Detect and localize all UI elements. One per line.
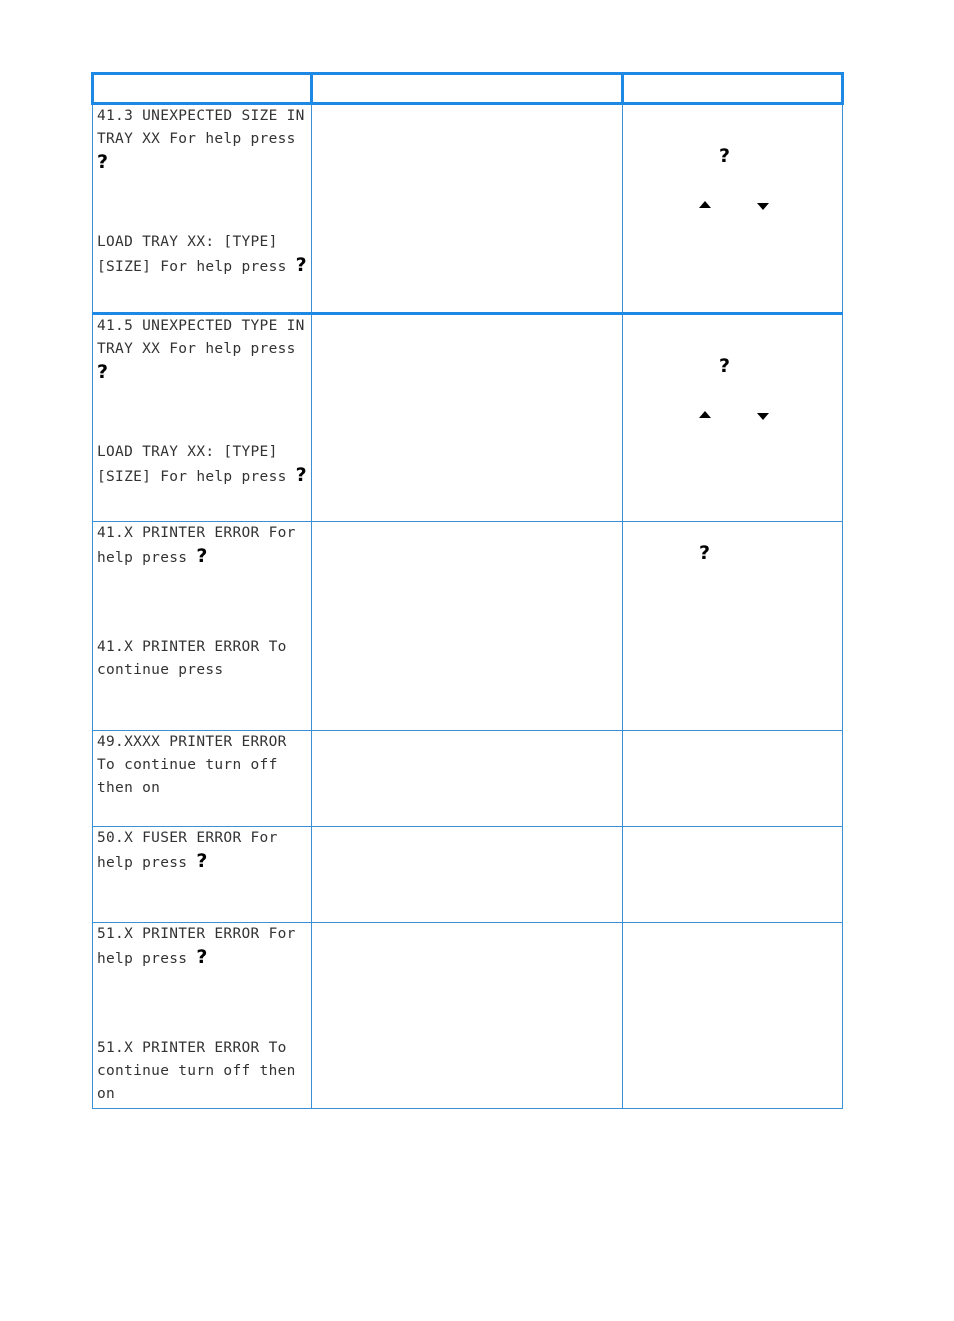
description-cell [312,314,623,522]
action-cell [623,522,843,731]
table-row [93,731,843,827]
control-panel-message-alt: 41.X PRINTER ERROR To continue press [97,639,287,678]
up-arrow-icon [699,201,711,208]
control-panel-message-alt: LOAD TRAY XX: [TYPE] [SIZE] For help press ? [97,234,307,276]
control-panel-message: 41.5 UNEXPECTED TYPE IN TRAY XX For help press ? [97,318,305,383]
help-key-icon: ? [295,254,307,276]
action-cell [623,314,843,522]
header-cell-action [623,74,843,104]
control-panel-message: 41.X PRINTER ERROR For help press ? [97,525,296,567]
description-cell [312,522,623,731]
help-key-icon: ? [295,464,307,486]
action-cell [623,923,843,1109]
description-cell [312,923,623,1109]
help-key-icon: ? [196,850,208,872]
up-arrow-icon [699,411,711,418]
control-panel-message: 50.X FUSER ERROR For help press ? [97,830,278,872]
message-cell [93,923,312,1109]
down-arrow-icon [757,413,769,420]
message-cell [93,522,312,731]
down-arrow-icon [757,203,769,210]
control-panel-message: 41.3 UNEXPECTED SIZE IN TRAY XX For help press ? [97,108,305,173]
table-row [93,827,843,923]
control-panel-message: 49.XXXX PRINTER ERROR To continue turn off then on [97,734,287,796]
control-panel-message-alt: LOAD TRAY XX: [TYPE] [SIZE] For help press ? [97,444,307,486]
message-cell [93,314,312,522]
table-header-row [93,74,843,104]
help-key-icon: ? [97,151,109,173]
message-cell [93,104,312,314]
action-cell [623,827,843,923]
table-row [93,314,843,522]
help-key-icon: ? [719,145,731,167]
help-key-icon: ? [97,361,109,383]
message-cell [93,731,312,827]
table-row [93,923,843,1109]
help-key-icon: ? [196,946,208,968]
help-key-icon: ? [719,355,731,377]
table-row [93,104,843,314]
control-panel-message: 51.X PRINTER ERROR For help press ? [97,926,296,968]
description-cell [312,827,623,923]
error-message-table [91,72,844,1109]
action-cell [623,104,843,314]
message-cell [93,827,312,923]
action-cell [623,731,843,827]
help-key-icon: ? [699,542,711,564]
description-cell [312,104,623,314]
help-key-icon: ? [196,545,208,567]
control-panel-message-alt: 51.X PRINTER ERROR To continue turn off then on [97,1040,296,1102]
description-cell [312,731,623,827]
header-cell-description [312,74,623,104]
table-row [93,522,843,731]
header-cell-message [93,74,312,104]
